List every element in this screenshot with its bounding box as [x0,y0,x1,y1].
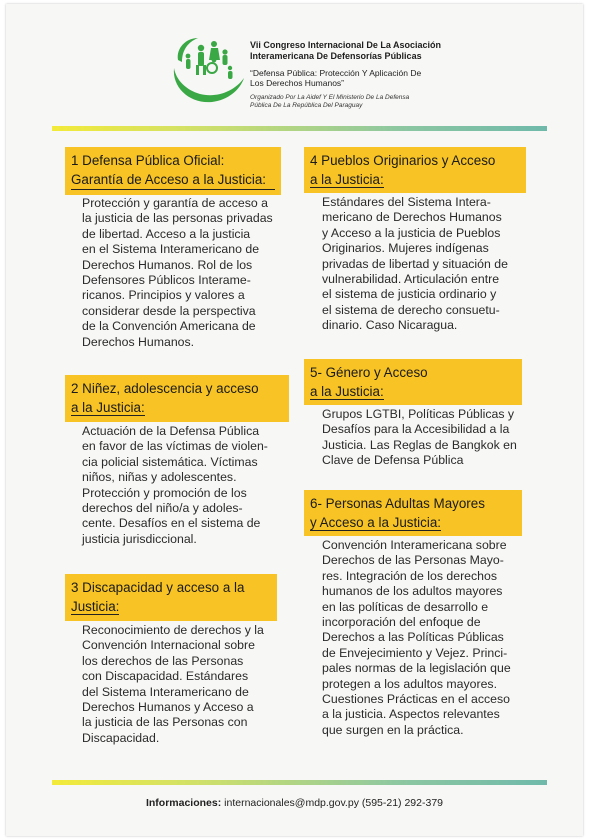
heading-line: 2 Niñez, adolescencia y acceso [71,381,259,396]
body-line: privadas de libertad y situación de [322,256,508,271]
section-1-body [82,196,273,350]
top-divider [52,126,547,131]
section-4-body [322,195,508,334]
section-3-body [82,623,264,746]
footer-label: Informaciones: [145,797,222,809]
body-line: Justicia. Las Reglas de Bangkok en [322,437,517,452]
footer-contact[interactable]: internacionales@mdp.gov.py (595-21) 292-379 [224,797,444,809]
section-5-body [322,407,517,469]
section-2-body [82,424,268,547]
heading-line: 6- Personas Adultas Mayores [310,496,485,511]
body-line: de Envejecimiento y Vejez. Princi- [322,645,508,660]
body-line: Discapacidad. [82,730,160,745]
poster-page [6,4,583,836]
heading-line: Justicia: [71,599,120,614]
body-line: incorporación del enfoque de [322,615,481,630]
body-line: Derechos Humanos. [82,334,195,349]
congress-logo [168,34,254,106]
body-line: Reconocimiento de derechos y la [82,623,264,637]
body-line: Originarios. Mujeres indígenas [322,241,489,256]
slogan-line: Los Derechos Humanos” [250,78,345,88]
body-line: Convención Interamericana sobre [322,538,507,552]
body-line: vulnerabilidad. Articulación entre [322,272,500,287]
body-line: ricanos. Principios y valores a [82,288,245,303]
body-line: Derechos a las Políticas Públicas [322,630,504,645]
heading-line: Garantía de Acceso a la Justicia: [71,170,275,190]
congress-title-line: Interamericana De Defensorías Públicas [250,51,422,61]
body-line: considerar desde la perspectiva [82,303,256,318]
slogan-line: “Defensa Pública: Protección Y Aplicación De [250,68,422,78]
section-6-body [322,538,511,738]
section-4-heading [304,147,526,193]
congress-title [250,40,450,62]
heading-line: y Acceso a la Justicia: [310,515,441,530]
body-line: a la justicia. Aspectos relevantes [322,707,500,722]
body-line: de libertad. Acceso a la justicia [82,226,251,241]
footer [6,797,583,809]
organizer-line: Pública De La República Del Paraguay [250,102,363,109]
body-line: cia policial sistemática. Víctimas [82,454,258,469]
body-line: con Discapacidad. Estándares [82,669,249,684]
body-line: en favor de las víctimas de violen- [82,439,268,454]
body-line: dinario. Caso Nicaragua. [322,318,458,333]
body-line: Protección y promoción de los [82,485,247,500]
heading-line: 5- Género y Acceso [310,365,428,380]
body-line: del Sistema Interamericano de [82,684,249,699]
body-line: Estándares del Sistema Intera- [322,195,491,209]
body-line: Actuación de la Defensa Pública [82,424,260,438]
body-line: Grupos LGTBI, Políticas Públicas y [322,407,515,421]
body-line: Derechos Humanos. Rol de los [82,257,253,272]
body-line: Derechos Humanos y Acceso a [82,700,254,715]
body-line: res. Integración de los derechos [322,568,497,583]
body-line: Desafíos para la Accesibilidad a la [322,422,510,437]
body-line: los derechos de las Personas [82,653,244,668]
body-line: pales normas de la legislación que [322,661,511,676]
congress-slogan [250,68,450,88]
body-line: Clave de Defensa Pública [322,453,464,468]
body-line: en el Sistema Interamericano de [82,242,260,257]
body-line: Convención Internacional sobre [82,638,255,653]
body-line: humanos de los adultos mayores [322,584,503,599]
heading-line: 1 Defensa Pública Oficial: [71,153,225,168]
body-line: de la Convención Americana de [82,319,256,334]
heading-line: 4 Pueblos Originarios y Acceso [310,153,496,168]
body-line: que surgen en la práctica. [322,722,464,737]
body-line: derechos del niño/a y adoles- [82,501,243,516]
body-line: Defensores Públicos Interame- [82,273,251,288]
header [250,40,450,110]
heading-line: a la Justicia: [310,384,384,399]
body-line: niños, niñas y adolescentes. [82,470,237,485]
congress-title-line: Vii Congreso Internacional De La Asociación [250,40,442,50]
body-line: Protección y garantía de acceso a [82,196,268,210]
body-line: la justicia de las Personas con [82,715,248,730]
body-line: el sistema de derecho consuetu- [322,302,500,317]
body-line: justicia jurisdiccional. [82,531,197,546]
section-1-heading [65,147,281,195]
body-line: la justicia de las personas privadas [82,211,273,226]
section-3-heading [65,574,277,621]
organizer-line: Organizado Por La Aidef Y El Ministerio De La Defensa [250,94,410,101]
section-5-heading [304,359,522,405]
body-line: Cuestiones Prácticas en el acceso [322,692,510,707]
body-line: en las políticas de desarrollo e [322,599,489,614]
section-2-heading [65,375,289,422]
body-line: protegen a los adultos mayores. [322,676,497,691]
body-line: Derechos de las Personas Mayo- [322,553,504,568]
body-line: el sistema de justicia ordinario y [322,287,497,302]
heading-line: 3 Discapacidad y acceso a la [71,580,245,595]
section-6-heading [304,490,522,536]
heading-line: a la Justicia: [71,400,145,415]
organizer-note [250,94,450,110]
body-line: y Acceso a la justicia de Pueblos [322,225,501,240]
body-line: cente. Desafíos en el sistema de [82,516,261,531]
bottom-divider [52,780,547,785]
heading-line: a la Justicia: [310,172,384,187]
body-line: mericano de Derechos Humanos [322,210,502,225]
